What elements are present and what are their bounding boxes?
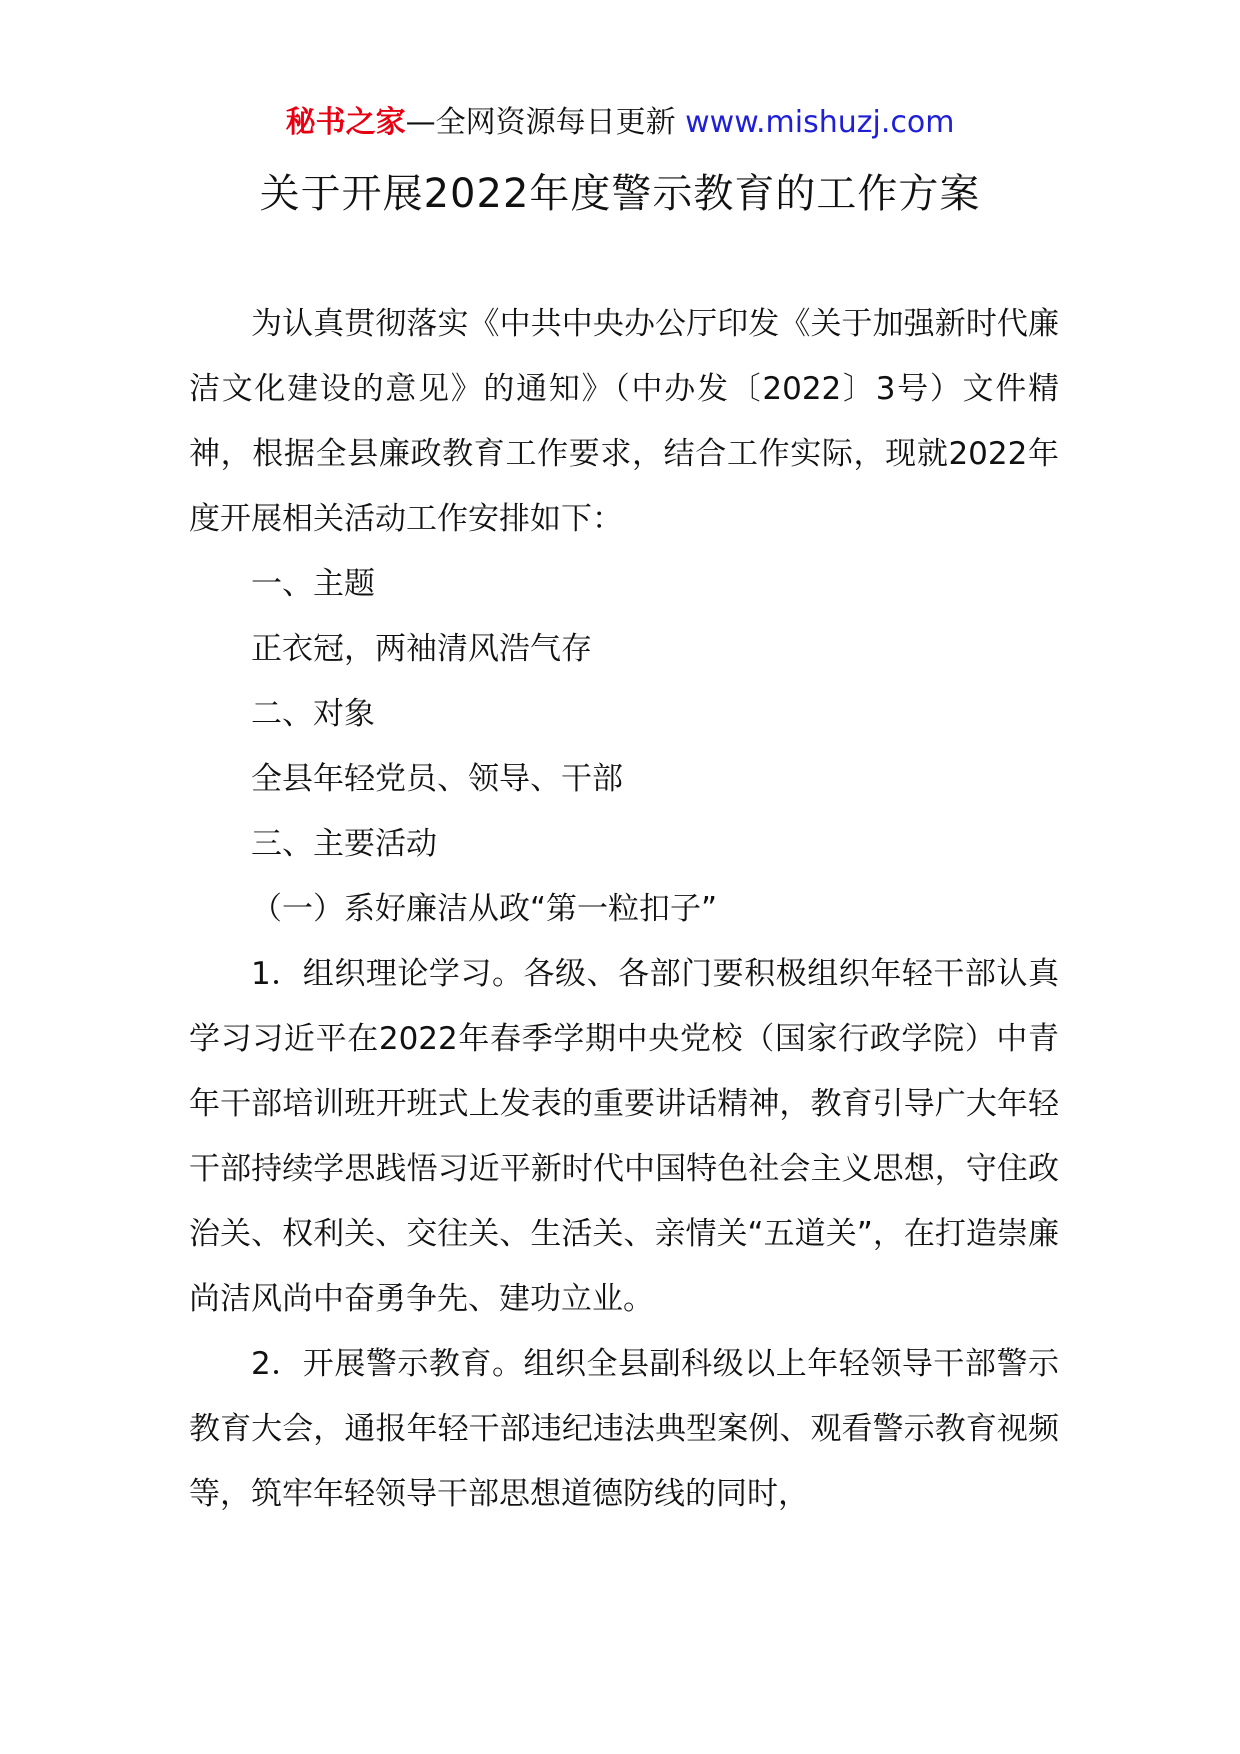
- document-body: [189, 292, 1059, 1527]
- section-heading-target: 二、对象: [251, 696, 375, 732]
- target-text: 全县年轻党员、领导、干部: [251, 761, 623, 797]
- item-1-paragraph: 1．组织理论学习。各级、各部门要积极组织年轻干部认真学习习近平在2022年春季学期中央党校（国家行政学院）中青年干部培训班开班式上发表的重要讲话精神，教育引导广大年轻干部持续学思践悟习近平新时代中国特色社会主义思想，守住政治关、权利关、交往关、生活关、亲情关“五道关”，在打造崇廉尚洁风尚中奋勇争先、建功立业。: [189, 956, 1059, 1317]
- subsection-heading-1: （一）系好廉洁从政“第一粒扣子”: [251, 891, 718, 927]
- section-heading-theme: 一、主题: [251, 566, 375, 602]
- site-header: [0, 100, 1240, 146]
- theme-text: 正衣冠，两袖清风浩气存: [251, 631, 592, 667]
- item-2-paragraph: 2．开展警示教育。组织全县副科级以上年轻领导干部警示教育大会，通报年轻干部违纪违法典型案例、观看警示教育视频等，筑牢年轻领导干部思想道德防线的同时，: [189, 1346, 1059, 1512]
- section-heading-activities: 三、主要活动: [251, 826, 437, 862]
- site-slogan: —全网资源每日更新: [405, 105, 676, 140]
- intro-paragraph: 为认真贯彻落实《中共中央办公厅印发《关于加强新时代廉洁文化建设的意见》的通知》（中办发〔2022〕3号）文件精神，根据全县廉政教育工作要求，结合工作实际，现就2022年度开展相关活动工作安排如下：: [189, 306, 1059, 537]
- site-brand: 秘书之家: [285, 105, 406, 140]
- site-url-link[interactable]: www.mishuzj.com: [685, 105, 955, 140]
- document-title: 关于开展2022年度警示教育的工作方案: [259, 171, 981, 217]
